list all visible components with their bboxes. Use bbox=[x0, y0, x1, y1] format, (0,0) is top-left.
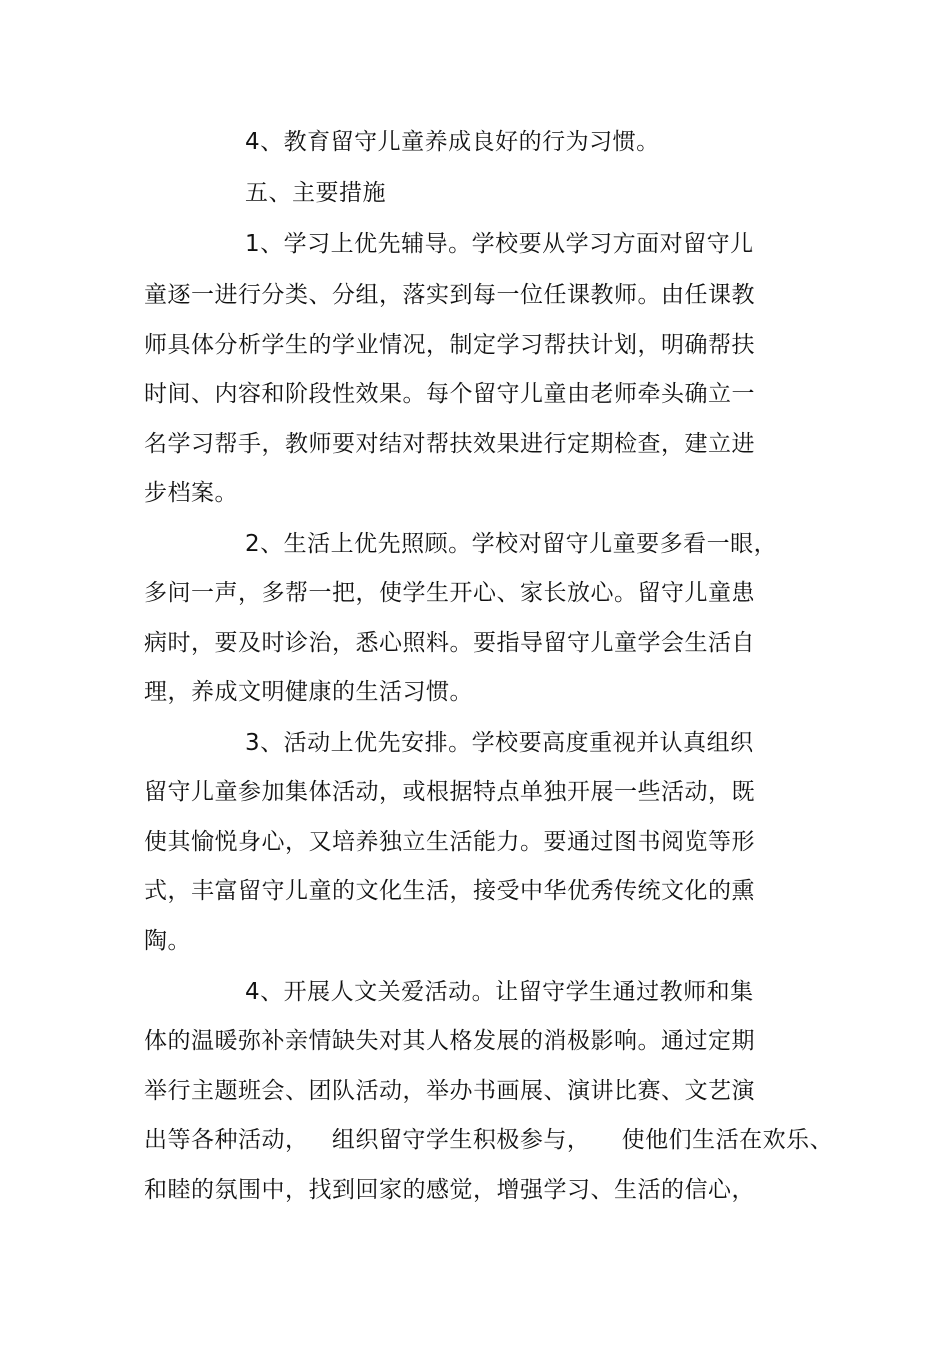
text-line: 步档案。 bbox=[144, 480, 238, 506]
text-line: 1、学习上优先辅导。学校要从学习方面对留守儿 bbox=[245, 231, 754, 257]
text-line: 童逐一进行分类、分组，落实到每一位任课教师。由任课教 bbox=[144, 282, 755, 308]
text-line: 4、教育留守儿童养成良好的行为习惯。 bbox=[245, 129, 660, 155]
text-line: 时间、内容和阶段性效果。每个留守儿童由老师牵头确立一 bbox=[144, 381, 755, 407]
text-line: 体的温暖弥补亲情缺失对其人格发展的消极影响。通过定期 bbox=[144, 1028, 755, 1054]
text-line: 病时，要及时诊治，悉心照料。要指导留守儿童学会生活自 bbox=[144, 630, 755, 656]
text-line: 名学习帮手，教师要对结对帮扶效果进行定期检查，建立进 bbox=[144, 431, 755, 457]
text-line: 2、生活上优先照顾。学校对留守儿童要多看一眼， bbox=[245, 531, 778, 557]
text-line: 4、开展人文关爱活动。让留守学生通过教师和集 bbox=[245, 979, 754, 1005]
section-heading: 五、主要措施 bbox=[245, 180, 386, 206]
text-line: 多问一声，多帮一把，使学生开心、家长放心。留守儿童患 bbox=[144, 580, 755, 606]
text-line: 3、活动上优先安排。学校要高度重视并认真组织 bbox=[245, 730, 754, 756]
text-line: 出等各种活动， 组织留守学生积极参与， 使他们生活在欢乐、 bbox=[144, 1127, 834, 1153]
text-line: 使其愉悦身心，又培养独立生活能力。要通过图书阅览等形 bbox=[144, 829, 755, 855]
text-line: 陶。 bbox=[144, 928, 191, 954]
text-line: 和睦的氛围中，找到回家的感觉，增强学习、生活的信心， bbox=[144, 1177, 755, 1203]
text-line: 式，丰富留守儿童的文化生活，接受中华优秀传统文化的熏 bbox=[144, 878, 755, 904]
text-line: 留守儿童参加集体活动，或根据特点单独开展一些活动，既 bbox=[144, 779, 755, 805]
text-line: 理，养成文明健康的生活习惯。 bbox=[144, 679, 473, 705]
text-line: 举行主题班会、团队活动，举办书画展、演讲比赛、文艺演 bbox=[144, 1078, 755, 1104]
text-line: 师具体分析学生的学业情况，制定学习帮扶计划，明确帮扶 bbox=[144, 332, 755, 358]
